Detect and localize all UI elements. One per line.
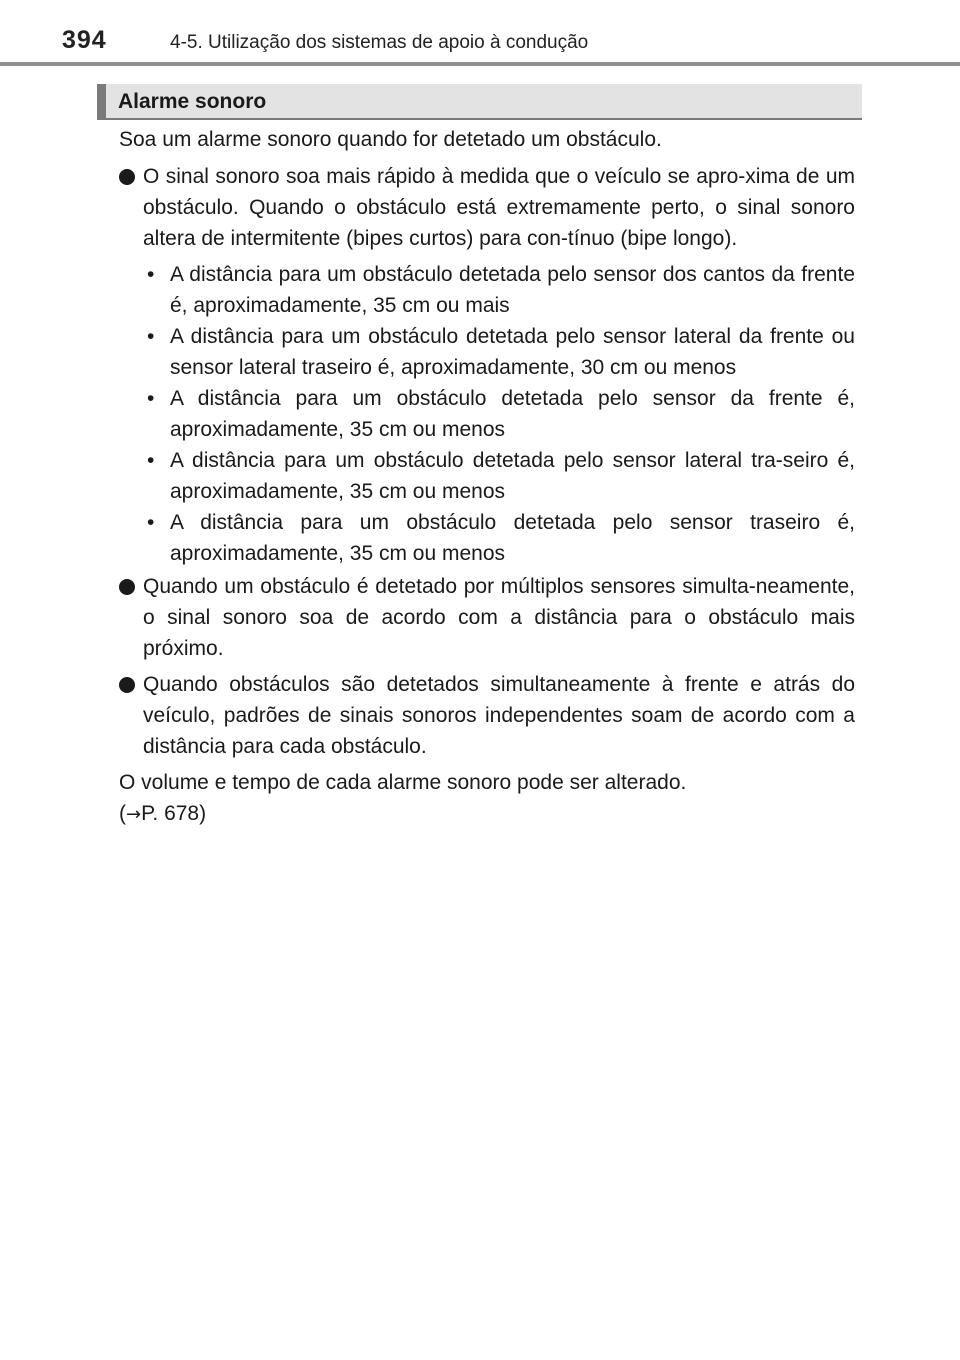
section-accent-bar	[97, 84, 106, 118]
sub-item-text: A distância para um obstáculo detetada pelo sensor da frente é, aproximadamente, 35 cm ou menos	[170, 387, 855, 441]
distance-sublist	[143, 259, 855, 569]
page-reference[interactable]	[119, 798, 855, 830]
closing-paragraph: O volume e tempo de cada alarme sonoro pode ser alterado.	[119, 771, 687, 794]
header-divider	[0, 62, 960, 66]
bullet-dot-icon	[119, 677, 135, 693]
sub-list-item	[143, 383, 855, 445]
sub-bullet-marker: •	[147, 263, 155, 286]
bullet-text: O sinal sonoro soa mais rápido à medida que o veículo se apro-xima de um obstáculo. Quando o obstáculo está extremamente perto, o sinal sonoro altera de intermitente (bipes curtos) para con-tínuo (bipe longo).	[143, 165, 855, 250]
section-content	[119, 124, 855, 830]
sub-item-text: A distância para um obstáculo detetada pelo sensor lateral tra-seiro é, aproximadamente, 35 cm ou menos	[170, 449, 855, 503]
sub-list-item	[143, 507, 855, 569]
bullet-item	[119, 669, 855, 762]
bullet-text: Quando um obstáculo é detetado por múltiplos sensores simulta-neamente, o sinal sonoro soa de acordo com a distância para o obstáculo mais próximo.	[143, 575, 855, 660]
sub-item-text: A distância para um obstáculo detetada pelo sensor lateral da frente ou sensor lateral traseiro é, aproximadamente, 30 cm ou menos	[170, 325, 855, 379]
bullet-item	[119, 161, 855, 254]
sub-item-text: A distância para um obstáculo detetada pelo sensor traseiro é, aproximadamente, 35 cm ou menos	[170, 511, 855, 565]
page-number: 394	[62, 26, 107, 54]
section-title: Alarme sonoro	[118, 90, 267, 113]
reference-open-paren: (	[119, 802, 126, 825]
bullet-dot-icon	[119, 579, 135, 595]
sub-bullet-marker: •	[147, 511, 155, 534]
chapter-title: 4-5. Utilização dos sistemas de apoio à condução	[170, 32, 589, 53]
sub-bullet-marker: •	[147, 449, 155, 472]
arrow-right-icon: →	[126, 804, 142, 825]
bullet-dot-icon	[119, 169, 135, 185]
intro-paragraph: Soa um alarme sonoro quando for detetado um obstáculo.	[119, 128, 662, 151]
sub-list-item	[143, 259, 855, 321]
bullet-text: Quando obstáculos são detetados simultaneamente à frente e atrás do veículo, padrões de sinais sonoros independentes soam de acordo com a distância para cada obstáculo.	[143, 673, 855, 758]
sub-list-item	[143, 321, 855, 383]
bullet-item	[119, 571, 855, 664]
section-heading-bar	[97, 84, 862, 120]
sub-item-text: A distância para um obstáculo detetada pelo sensor dos cantos da frente é, aproximadamente, 35 cm ou mais	[170, 263, 855, 317]
sub-bullet-marker: •	[147, 325, 155, 348]
reference-text: P. 678)	[141, 802, 207, 825]
sub-list-item	[143, 445, 855, 507]
sub-bullet-marker: •	[147, 387, 155, 410]
